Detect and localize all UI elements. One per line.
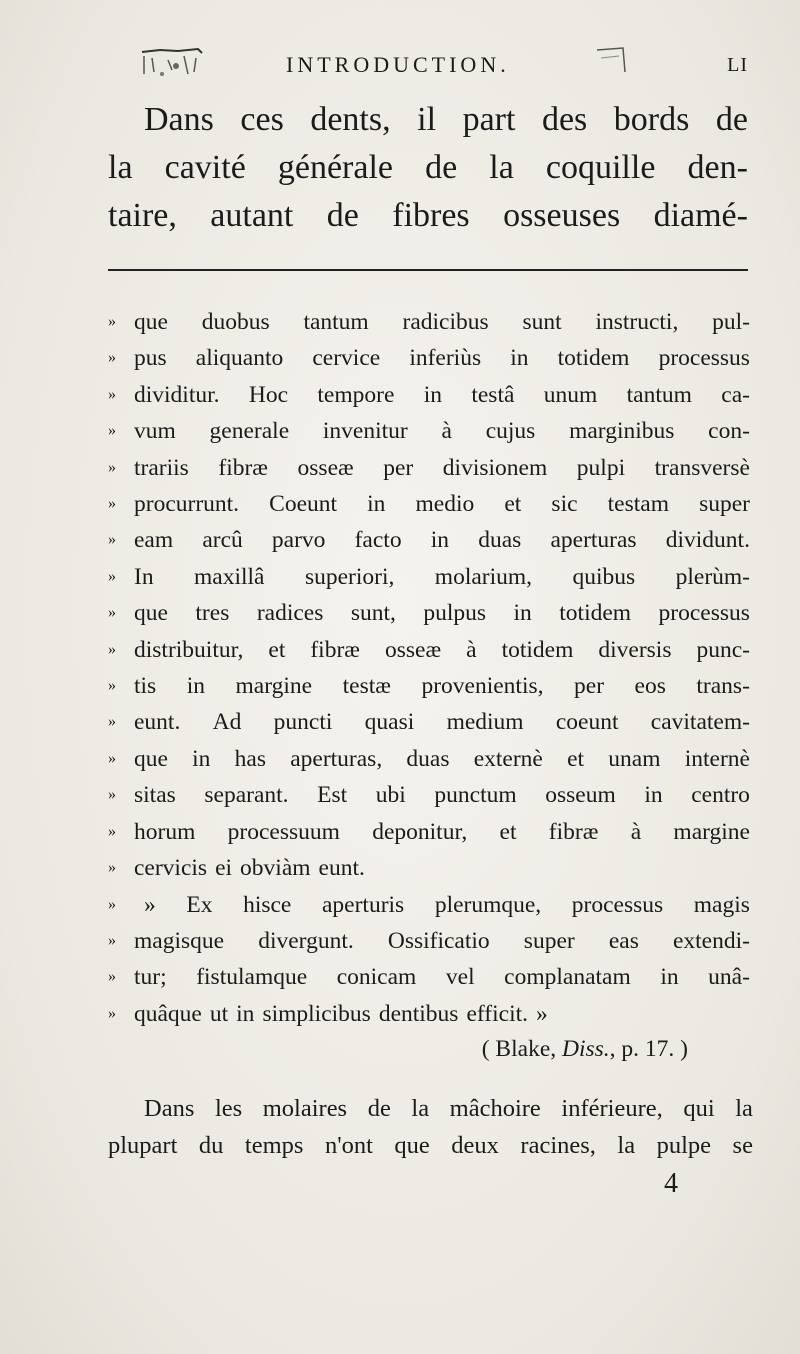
quote-line bbox=[108, 668, 750, 704]
text-line: la cavité générale de la coquille den- bbox=[108, 149, 748, 186]
quote-margin-mark: » bbox=[108, 531, 116, 549]
quote-line-text: que in has aperturas, duas externè et unam internè bbox=[134, 745, 750, 772]
quote-line bbox=[108, 741, 750, 777]
footnote-rule bbox=[108, 269, 748, 271]
quote-margin-mark: » bbox=[108, 349, 116, 367]
quote-line-text: que tres radices sunt, pulpus in totidem processus bbox=[134, 600, 750, 627]
quote-margin-mark: » bbox=[108, 385, 116, 403]
quote-line bbox=[108, 377, 750, 413]
quote-line-text: tur; fistulamque conicam vel complanatam in unâ- bbox=[134, 964, 750, 991]
text-line: plupart du temps n'ont que deux racines, la pulpe se bbox=[108, 1132, 753, 1159]
quote-line-text: trariis fibræ osseæ per divisionem pulpi transversè bbox=[134, 454, 750, 481]
quote-margin-mark: » bbox=[108, 313, 116, 330]
quote-line-text: que duobus tantum radicibus sunt instructi, pul- bbox=[134, 309, 750, 335]
quote-line bbox=[108, 450, 750, 486]
quote-line bbox=[108, 486, 750, 522]
quote-margin-mark: » bbox=[108, 931, 116, 949]
citation bbox=[108, 1036, 688, 1063]
quote-margin-mark: » bbox=[108, 968, 116, 986]
quote-line bbox=[108, 959, 750, 995]
quote-line-text: horum processuum deponitur, et fibræ à margine bbox=[134, 818, 750, 845]
quote-margin-mark: » bbox=[108, 749, 116, 767]
page-number: LI bbox=[727, 54, 748, 76]
text-line: Dans les molaires de la mâchoire inférieure, qui la bbox=[144, 1095, 753, 1122]
quote-margin-mark: » bbox=[108, 677, 116, 695]
quote-line-text: eunt. Ad puncti quasi medium coeunt cavitatem- bbox=[134, 709, 750, 736]
quote-line-text: cervicis ei obviàm eunt. bbox=[134, 855, 365, 882]
quote-margin-mark: » bbox=[108, 859, 116, 877]
quote-line-text: sitas separant. Est ubi punctum osseum in centro bbox=[134, 782, 750, 809]
quote-line-text: tis in margine testæ provenientis, per eos trans- bbox=[134, 673, 750, 700]
citation-page: , p. 17. ) bbox=[609, 1036, 688, 1062]
quote-margin-mark: » bbox=[108, 640, 116, 658]
quote-line bbox=[108, 923, 750, 959]
quote-margin-mark: » bbox=[108, 822, 116, 840]
quote-line bbox=[108, 704, 750, 740]
signature-mark: 4 bbox=[664, 1168, 678, 1199]
quote-line bbox=[108, 996, 750, 1032]
quote-line bbox=[108, 632, 750, 668]
quote-line bbox=[108, 340, 750, 376]
quote-margin-mark: » bbox=[108, 713, 116, 731]
quote-line-text: In maxillâ superiori, molarium, quibus plerùm- bbox=[134, 563, 750, 590]
printer-ornament-icon bbox=[593, 44, 633, 84]
quote-line-text: magisque divergunt. Ossificatio super eas extendi- bbox=[134, 927, 750, 954]
quote-line bbox=[108, 304, 750, 340]
quote-line-text: distribuitur, et fibræ osseæ à totidem diversis punc- bbox=[134, 636, 750, 663]
quote-line bbox=[108, 850, 750, 886]
quote-line bbox=[108, 887, 750, 923]
quote-line-text: dividitur. Hoc tempore in testâ unum tantum ca- bbox=[134, 381, 750, 408]
running-head-title: INTRODUCTION. bbox=[286, 52, 510, 77]
quote-margin-mark: » bbox=[108, 895, 116, 913]
quote-line-text: vum generale invenitur à cujus marginibus con- bbox=[134, 418, 750, 445]
quote-line bbox=[108, 559, 750, 595]
citation-author: ( Blake, bbox=[481, 1036, 557, 1062]
quote-margin-mark: » bbox=[108, 567, 116, 585]
quote-margin-mark: » bbox=[108, 495, 116, 513]
quote-line-text: pus aliquanto cervice inferiùs in totidem processus bbox=[134, 345, 750, 372]
latin-quotation bbox=[108, 304, 750, 1032]
quote-line bbox=[108, 814, 750, 850]
text-line: taire, autant de fibres osseuses diamé- bbox=[108, 197, 748, 234]
text-line: Dans ces dents, il part des bords de bbox=[144, 101, 748, 138]
quote-line bbox=[108, 595, 750, 631]
main-text-top bbox=[108, 96, 748, 240]
quote-margin-mark: » bbox=[108, 604, 116, 622]
quote-line bbox=[108, 522, 750, 558]
citation-work: Diss. bbox=[562, 1036, 610, 1062]
quote-line-text: procurrunt. Coeunt in medio et sic testam super bbox=[134, 491, 750, 518]
quote-margin-mark: » bbox=[108, 458, 116, 476]
quote-margin-mark: » bbox=[108, 786, 116, 804]
quote-line-text: » Ex hisce aperturis plerumque, processus magis bbox=[144, 891, 750, 918]
quote-line bbox=[108, 413, 750, 449]
quote-line bbox=[108, 777, 750, 813]
quote-line-text: quâque ut in simplicibus dentibus efficit. » bbox=[134, 1000, 548, 1027]
quote-margin-mark: » bbox=[108, 422, 116, 440]
main-text-bottom bbox=[108, 1090, 753, 1164]
quote-margin-mark: » bbox=[108, 1004, 116, 1022]
running-head bbox=[108, 44, 748, 84]
printer-ornament-icon bbox=[138, 44, 208, 84]
quote-line-text: eam arcû parvo facto in duas aperturas dividunt. bbox=[134, 527, 750, 554]
